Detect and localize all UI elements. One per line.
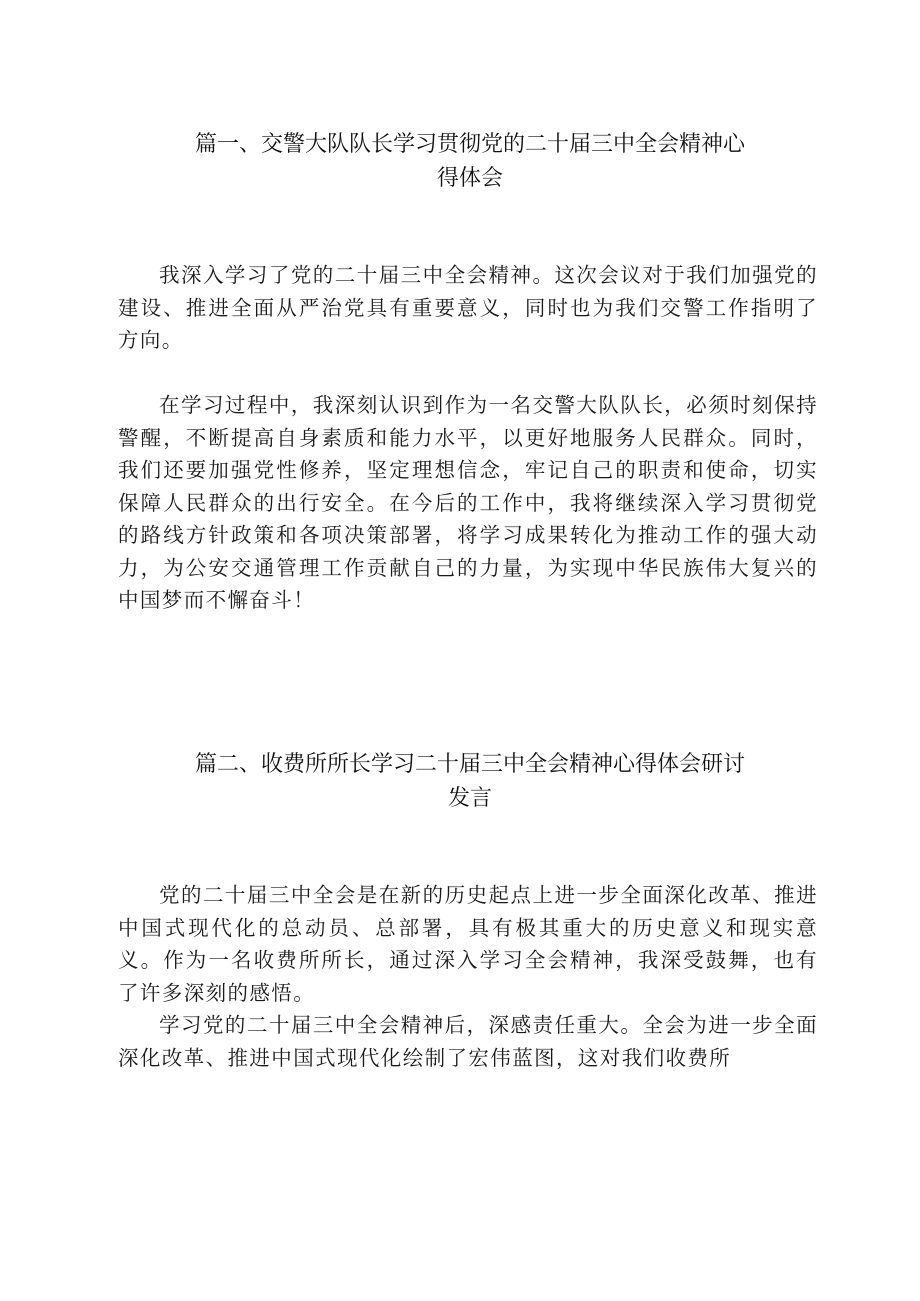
section-1-title-line-2: 得体会 bbox=[436, 166, 503, 191]
section-2-paragraph-1: 党的二十届三中全会是在新的历史起点上进一步全面深化改革、推进中国式现代化的总动员、总部署，具有极其重大的历史意义和现实意义。作为一名收费所所长，通过深入学习全会精神，我深受鼓舞，也有了许多深刻的感悟。 bbox=[118, 883, 818, 1005]
section-2-title-line-2: 发言 bbox=[447, 786, 492, 811]
section-1-paragraph-2: 在学习过程中，我深刻认识到作为一名交警大队队长，必须时刻保持警醒，不断提高自身素质和能力水平，以更好地服务人民群众。同时，我们还要加强党性修养，坚定理想信念，牢记自己的职责和使命，切实保障人民群众的出行安全。在今后的工作中，我将继续深入学习贯彻党的路线方针政策和各项决策部署，将学习成果转化为推动工作的强大动力，为公安交通管理工作贡献自己的力量，为实现中华民族伟大复兴的中国梦而不懈奋斗！ bbox=[118, 393, 818, 612]
section-2-paragraph-2: 学习党的二十届三中全会精神后，深感责任重大。全会为进一步全面深化改革、推进中国式现代化绘制了宏伟蓝图，这对我们收费所 bbox=[118, 1013, 818, 1070]
section-2-title bbox=[100, 748, 840, 816]
section-1-title bbox=[100, 128, 840, 196]
section-1-paragraph-1: 我深入学习了党的二十届三中全会精神。这次会议对于我们加强党的建设、推进全面从严治党具有重要意义，同时也为我们交警工作指明了方向。 bbox=[118, 263, 818, 352]
section-1-title-line-1: 篇一、交警大队队长学习贯彻党的二十届三中全会精神心 bbox=[194, 132, 745, 157]
section-2-title-line-1: 篇二、收费所所长学习二十届三中全会精神心得体会研讨 bbox=[194, 752, 745, 777]
